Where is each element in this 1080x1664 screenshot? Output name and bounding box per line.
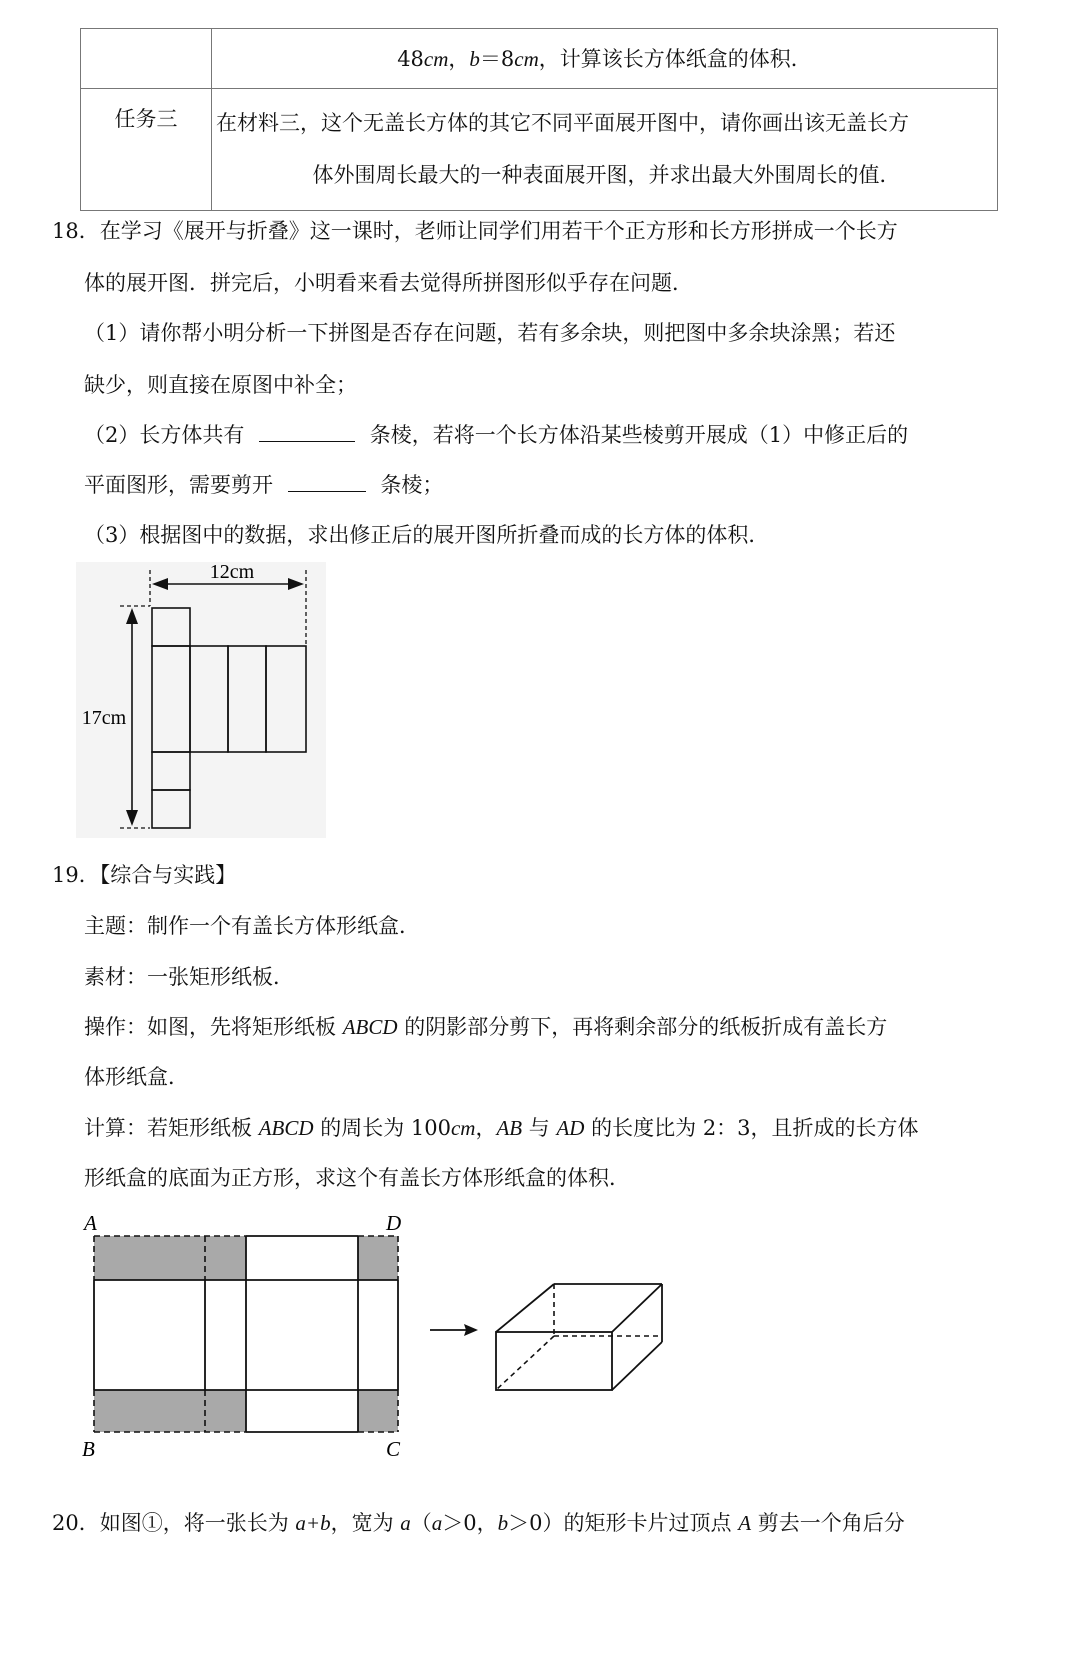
q18-part2-line2 (84, 470, 443, 500)
task-table (80, 28, 998, 211)
vertex-label-b: B (82, 1437, 95, 1461)
var-abcd: ABCD (258, 1116, 314, 1140)
unit-cm: cm (450, 1116, 476, 1140)
q18-part2b-post: 条棱； (380, 473, 444, 497)
shaded-top-left (94, 1236, 246, 1280)
q19-cardboard-figure (78, 1210, 438, 1466)
shaded-bottom-right (358, 1390, 398, 1432)
q19-operation-line2: 体形纸盒． (84, 1065, 189, 1089)
q19-calc-line2: 形纸盒的底面为正方形，求这个有盖长方体形纸盒的体积． (84, 1166, 630, 1190)
table-row (81, 89, 998, 211)
var-b: b (497, 1511, 509, 1535)
q18-net-figure (76, 562, 326, 838)
q19-op-post: 的阴影部分剪下，再将剩余部分的纸板折成有盖长方 (397, 1015, 888, 1039)
q20-mid3: ＞0， (442, 1511, 498, 1535)
q20-mid4: ＞0）的矩形卡片过顶点 (508, 1511, 739, 1535)
task-three-line1: 在材料三，这个无盖长方体的其它不同平面展开图中，请你画出该无盖长方 (216, 110, 909, 135)
shaded-bottom-left (94, 1390, 246, 1432)
q20-mid1: ，宽为 (330, 1511, 401, 1535)
answer-blank-edges[interactable] (259, 423, 355, 442)
q19-material: 素材：一张矩形纸板． (84, 965, 294, 989)
task-three-line2: 体外围周长最大的一种表面展开图，并求出最大外围周长的值． (312, 162, 901, 187)
q18-intro-line1: 18．在学习《展开与折叠》这一课时，老师让同学们用若干个正方形和长方形拼成一个长方 (52, 219, 898, 243)
unit-cm: cm (423, 47, 449, 71)
q19-operation-line1 (84, 1012, 887, 1042)
table-cell-text (212, 29, 998, 89)
q18-part1-line2: 缺少，则直接在原图中补全； (84, 373, 357, 397)
box-visible-edges (496, 1284, 662, 1390)
q20-pre: 20．如图①，将一张长为 (52, 1511, 296, 1535)
var-a: a (431, 1511, 443, 1535)
q18-part2b-pre: 平面图形，需要剪开 (84, 473, 273, 497)
answer-blank-cut-edges[interactable] (288, 473, 366, 492)
text-comma: ， (475, 1116, 497, 1140)
q19-perimeter: 的周长为 100 (313, 1116, 451, 1140)
arrow-icon (428, 1318, 482, 1342)
vertex-a: A (738, 1511, 752, 1535)
var-a-plus-b: a+b (295, 1511, 331, 1535)
q18-part2-post: 条棱，若将一个长方体沿某些棱剪开展成（1）中修正后的 (369, 423, 909, 447)
shaded-top-right (358, 1236, 398, 1280)
q18-part2-line1 (84, 420, 908, 450)
height-label: 17cm (81, 707, 127, 729)
table-cell-text (212, 89, 998, 211)
var-abcd: ABCD (342, 1015, 398, 1039)
q18-part2-pre: （2）长方体共有 (84, 423, 245, 447)
figure-background (76, 562, 326, 838)
q20-mid2: （ (410, 1511, 432, 1535)
q19-op-pre: 操作：如图，先将矩形纸板 (84, 1015, 343, 1039)
vertex-label-d: D (386, 1211, 402, 1235)
text-comma: ， (448, 47, 470, 71)
width-label: 12cm (209, 562, 255, 583)
q18-part3: （3）根据图中的数据，求出修正后的展开图所折叠而成的长方体的体积． (84, 523, 770, 547)
q19-theme: 主题：制作一个有盖长方体形纸盒． (84, 914, 420, 938)
q18-part1-line1: （1）请你帮小明分析一下拼图是否存在问题，若有多余块，则把图中多余块涂黑；若还 (84, 321, 896, 345)
table-row (81, 29, 998, 89)
q20-post: 剪去一个角后分 (751, 1511, 905, 1535)
text-and: 与 (522, 1116, 557, 1140)
task-three-label: 任务三 (81, 89, 212, 211)
var-a: a (400, 1511, 411, 1535)
var-ad: AD (556, 1116, 585, 1140)
table-cell-label (81, 29, 212, 89)
var-ab: AB (496, 1116, 523, 1140)
q19-calc-post: 的长度比为 2：3，且折成的长方体 (584, 1116, 919, 1140)
var-b: b (469, 47, 480, 71)
box-figure (490, 1276, 670, 1396)
q18-intro-line2: 体的展开图．拼完后，小明看来看去觉得所拼图形似乎存在问题． (84, 271, 693, 295)
text-tail: ，计算该长方体纸盒的体积． (538, 47, 812, 71)
q19-title: 19．【综合与实践】 (52, 863, 237, 887)
box-hidden-edges (496, 1284, 662, 1390)
q19-calc-line1 (84, 1113, 919, 1143)
q20-line1 (52, 1508, 905, 1538)
q19-calc-pre: 计算：若矩形纸板 (84, 1116, 259, 1140)
text-eq-8: ＝8 (479, 47, 515, 71)
text-48: 48 (397, 47, 424, 71)
vertex-label-c: C (386, 1437, 401, 1461)
unit-cm: cm (514, 47, 539, 71)
vertex-label-a: A (84, 1211, 97, 1235)
